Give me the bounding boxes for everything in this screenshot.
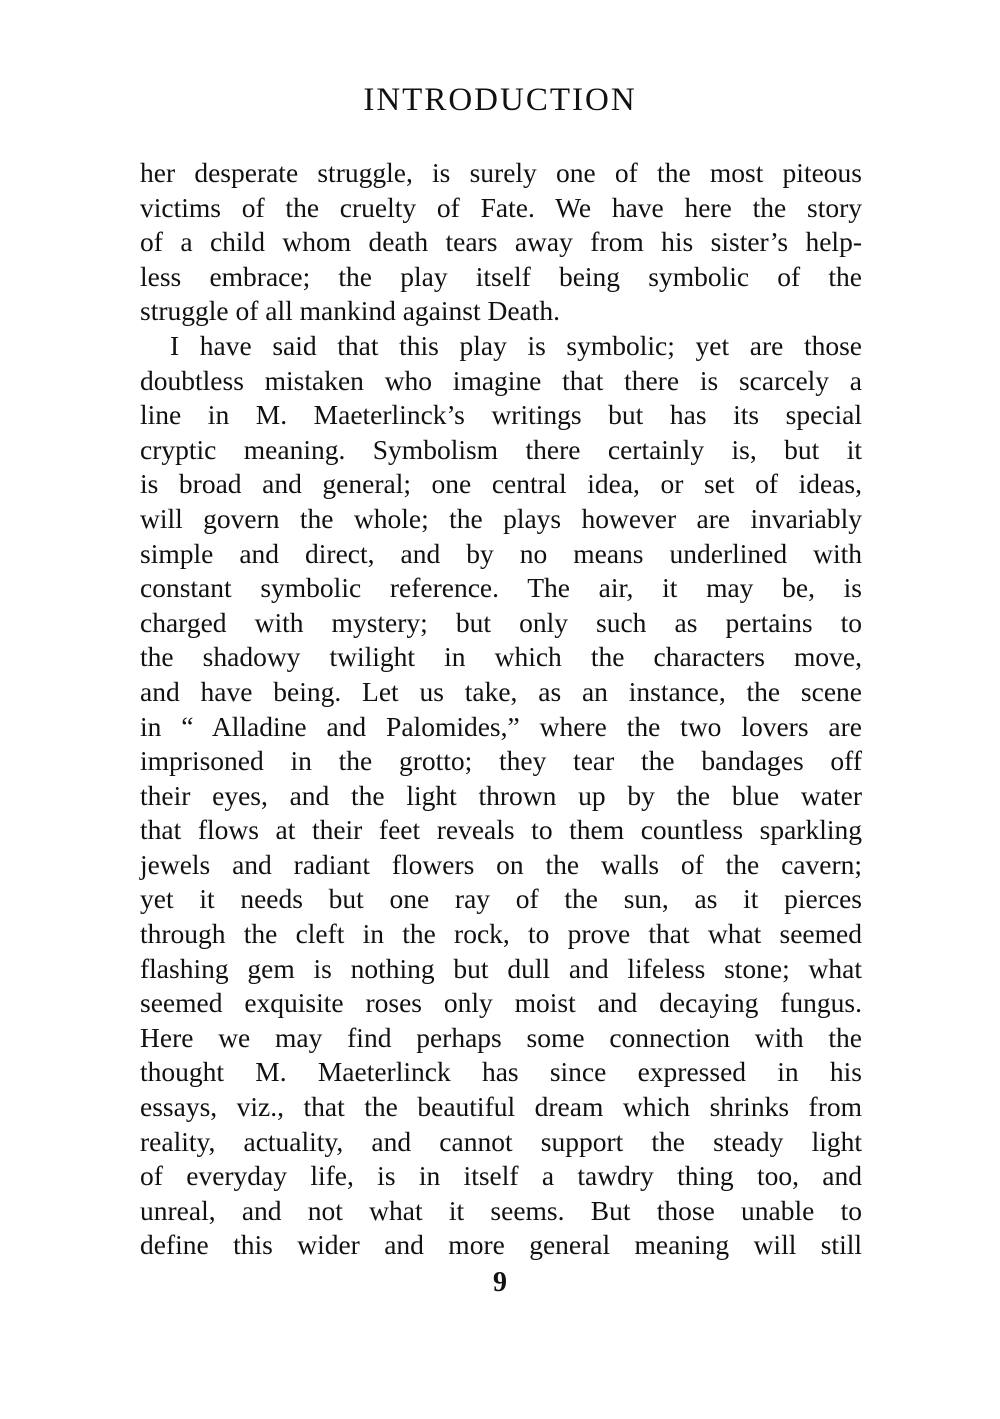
text-line: I have said that this play is symbolic; yet are those xyxy=(170,329,862,361)
text-line: of everyday life, is in itself a tawdry thing too, and xyxy=(140,1160,862,1192)
text-line: their eyes, and the light thrown up by the blue water xyxy=(140,779,862,811)
text-line: simple and direct, and by no means underlined with xyxy=(140,537,862,569)
text-line: through the cleft in the rock, to prove that what seemed xyxy=(140,918,862,950)
page-number: 9 xyxy=(493,1267,507,1298)
text-line: her desperate struggle, is surely one of the most piteous xyxy=(140,157,862,188)
text-line: unreal, and not what it seems. But those unable to xyxy=(140,1194,862,1226)
text-line: is broad and general; one central idea, or set of ideas, xyxy=(140,468,862,500)
text-line: less embrace; the play itself being symbolic of the xyxy=(140,260,862,292)
text-line: yet it needs but one ray of the sun, as it pierces xyxy=(140,883,862,915)
text-line: of a child whom death tears away from his sister’s help- xyxy=(140,226,862,258)
text-line: line in M. Maeterlinck’s writings but has its special xyxy=(140,399,862,431)
text-line: essays, viz., that the beautiful dream which shrinks from xyxy=(140,1091,862,1123)
text-line: that flows at their feet reveals to them countless sparkling xyxy=(140,814,862,846)
running-title: INTRODUCTION xyxy=(363,82,637,118)
text-line: thought M. Maeterlinck has since expressed in his xyxy=(140,1056,862,1088)
text-line: victims of the cruelty of Fate. We have here the story xyxy=(140,191,862,223)
text-line: will govern the whole; the plays however are invariably xyxy=(140,502,862,534)
text-line: cryptic meaning. Symbolism there certainly is, but it xyxy=(140,433,862,465)
text-line: struggle of all mankind against Death. xyxy=(140,295,561,327)
text-line: reality, actuality, and cannot support the steady light xyxy=(140,1125,862,1157)
text-line: jewels and radiant flowers on the walls of the cavern; xyxy=(140,848,862,880)
text-line: imprisoned in the grotto; they tear the bandages off xyxy=(140,745,862,777)
text-line: seemed exquisite roses only moist and decaying fungus. xyxy=(140,987,862,1019)
text-line: charged with mystery; but only such as pertains to xyxy=(140,606,862,638)
text-line: define this wider and more general meaning will still xyxy=(140,1229,862,1261)
text-line: doubtless mistaken who imagine that there is scarcely a xyxy=(140,364,862,396)
text-line: the shadowy twilight in which the characters move, xyxy=(140,641,862,673)
text-line: Here we may find perhaps some connection with the xyxy=(140,1021,862,1053)
text-line: constant symbolic reference. The air, it may be, is xyxy=(140,572,862,604)
body-text xyxy=(140,156,862,1263)
text-line: and have being. Let us take, as an instance, the scene xyxy=(140,675,862,707)
text-line: flashing gem is nothing but dull and lifeless stone; what xyxy=(140,952,862,984)
text-line: in “ Alladine and Palomides,” where the two lovers are xyxy=(140,710,862,742)
